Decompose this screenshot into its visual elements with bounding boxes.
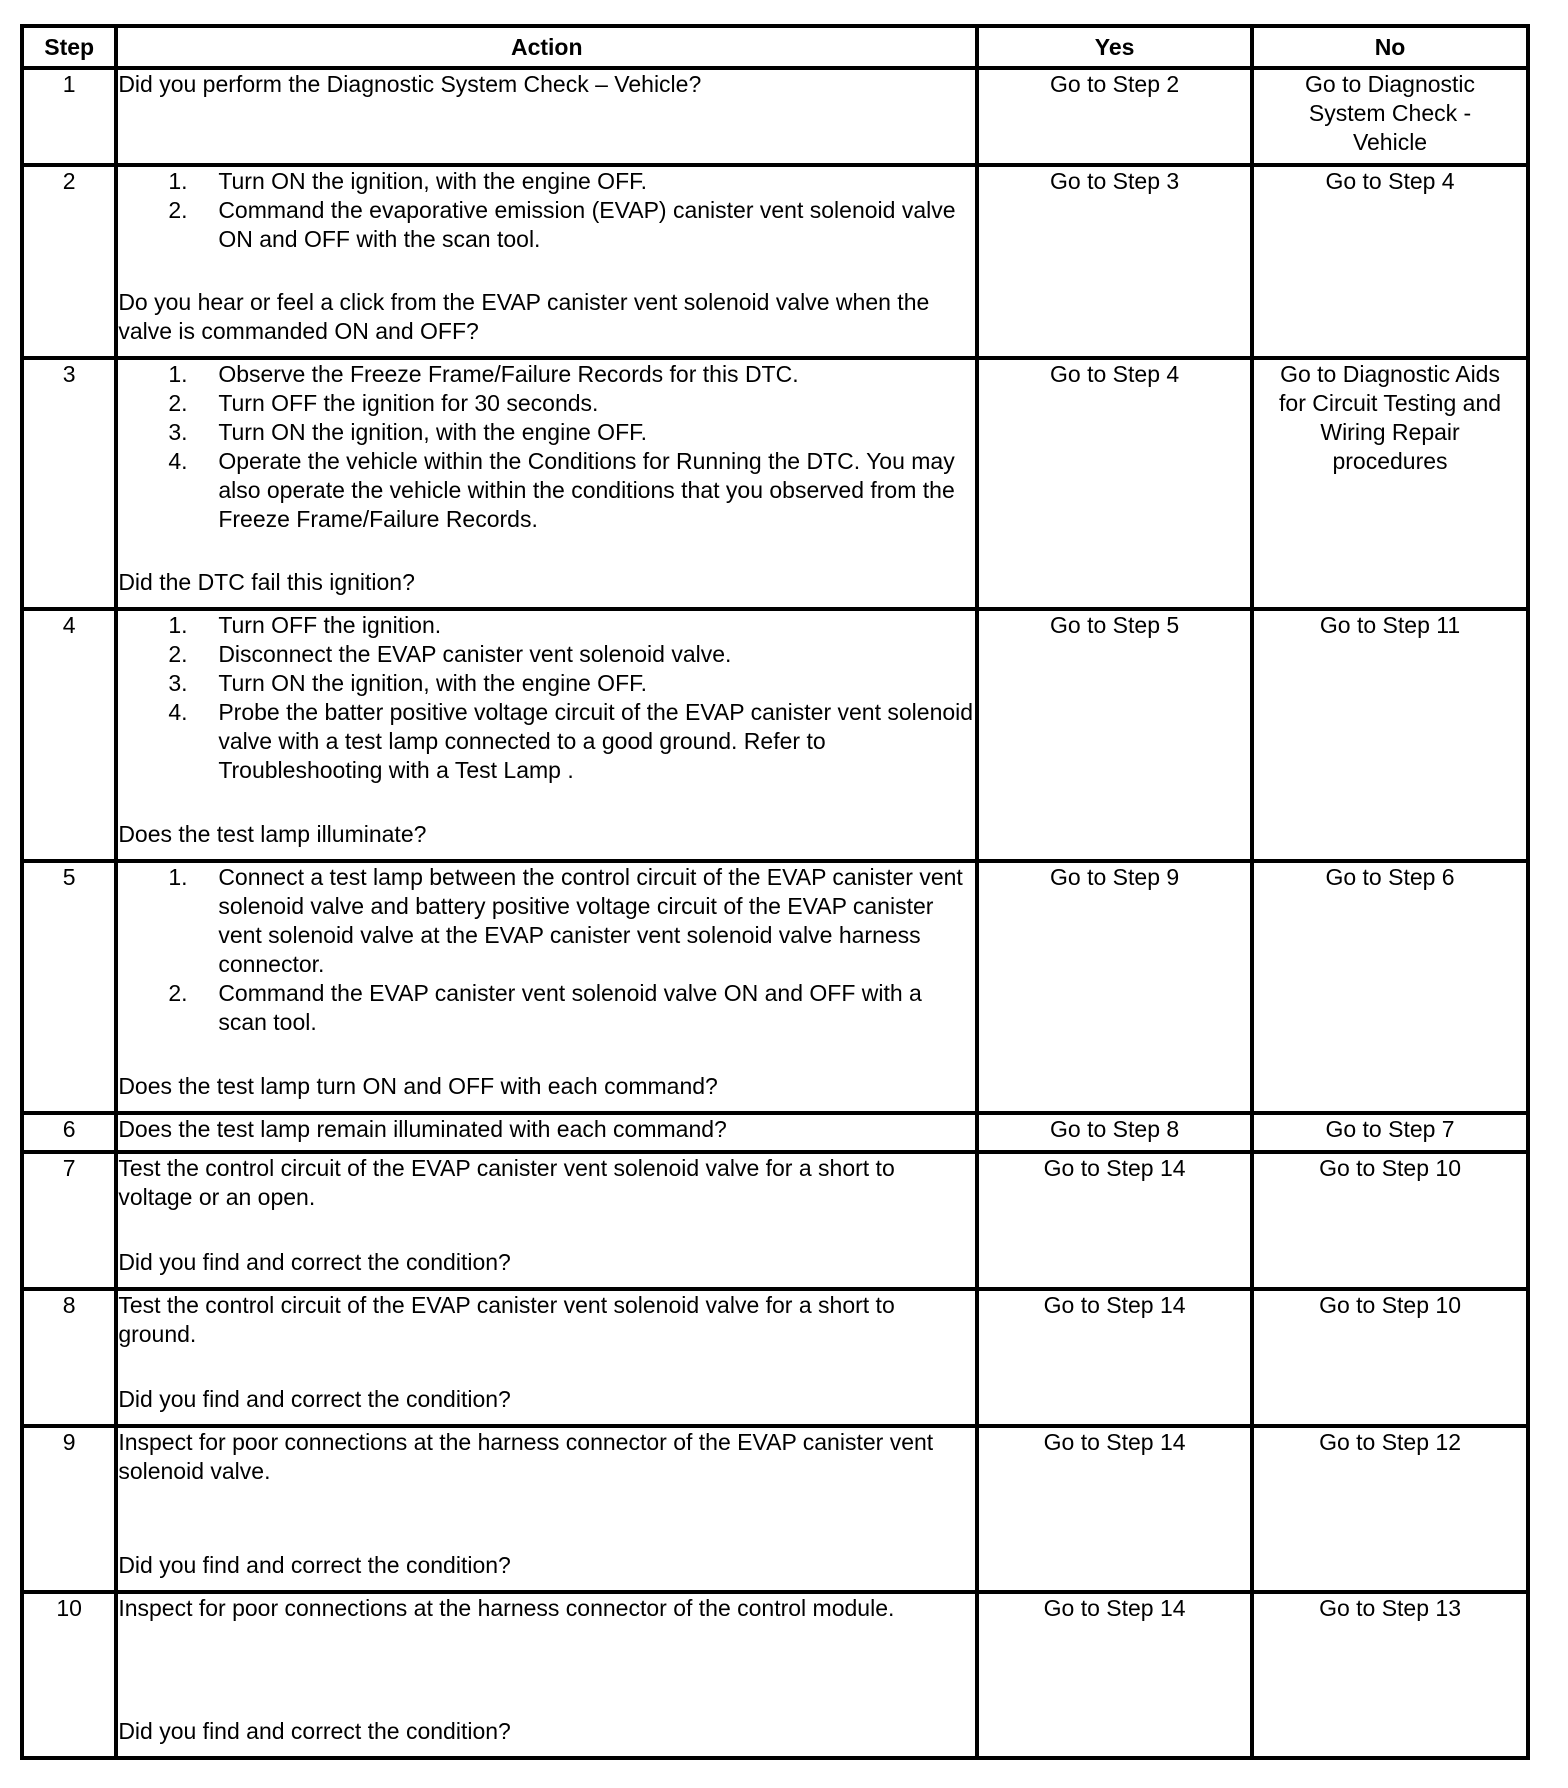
yes-result: Go to Step 14 [977, 1289, 1252, 1426]
procedure-list [118, 611, 975, 785]
procedure-number: 1. [168, 612, 188, 638]
header-action: Action [116, 26, 977, 68]
procedure-number: 2. [168, 197, 188, 223]
yes-result: Go to Step 14 [977, 1152, 1252, 1289]
procedure-item [118, 447, 975, 534]
procedure-list [118, 863, 975, 1037]
no-result: Go to Step 7 [1252, 1113, 1528, 1152]
step-number: 8 [22, 1289, 116, 1426]
step-number: 7 [22, 1152, 116, 1289]
action-text: Did you perform the Diagnostic System Check – Vehicle? [118, 71, 702, 97]
step-number: 3 [22, 358, 116, 609]
procedure-text: Turn OFF the ignition for 30 seconds. [218, 390, 599, 416]
step-number: 2 [22, 165, 116, 358]
no-result: Go to Step 6 [1252, 861, 1528, 1113]
action-question: Does the test lamp turn ON and OFF with each command? [118, 1073, 718, 1099]
procedure-list [118, 167, 975, 254]
action-question: Did you find and correct the condition? [118, 1718, 511, 1744]
diagnostic-table [20, 24, 1530, 1760]
yes-result: Go to Step 2 [977, 68, 1252, 165]
procedure-number: 3. [168, 670, 188, 696]
procedure-text: Turn OFF the ignition. [218, 612, 442, 638]
procedure-number: 1. [168, 168, 188, 194]
procedure-item [118, 979, 975, 1037]
action-question: Did the DTC fail this ignition? [118, 569, 415, 595]
table-row [22, 165, 1528, 358]
procedure-text: Connect a test lamp between the control circuit of the EVAP canister vent solenoid valve and battery positive voltage circuit of the EVAP canister vent solenoid valve at the EVAP canister vent solenoid valve harness connector. [218, 864, 963, 977]
procedure-text: Command the evaporative emission (EVAP) canister vent solenoid valve ON and OFF with the scan tool. [218, 197, 956, 252]
procedure-item [118, 196, 975, 254]
header-row [22, 26, 1528, 68]
step-number: 4 [22, 609, 116, 861]
table-row [22, 609, 1528, 861]
procedure-number: 1. [168, 361, 188, 387]
action-text: Inspect for poor connections at the harness connector of the EVAP canister vent solenoid valve. [118, 1429, 934, 1484]
table-row [22, 1113, 1528, 1152]
table-row [22, 861, 1528, 1113]
action-cell [116, 358, 977, 609]
procedure-text: Disconnect the EVAP canister vent solenoid valve. [218, 641, 732, 667]
action-question: Do you hear or feel a click from the EVAP canister vent solenoid valve when the valve is commanded ON and OFF? [118, 289, 930, 344]
action-cell [116, 165, 977, 358]
action-cell [116, 1426, 977, 1592]
action-cell [116, 1113, 977, 1152]
action-text: Does the test lamp remain illuminated with each command? [118, 1116, 727, 1142]
step-number: 5 [22, 861, 116, 1113]
table-row [22, 358, 1528, 609]
table-row [22, 1592, 1528, 1758]
header-yes: Yes [977, 26, 1252, 68]
table-row [22, 1289, 1528, 1426]
action-cell [116, 1289, 977, 1426]
action-cell [116, 609, 977, 861]
no-result: Go to Step 12 [1252, 1426, 1528, 1592]
action-question: Does the test lamp illuminate? [118, 821, 427, 847]
procedure-item [118, 669, 975, 698]
action-cell [116, 1592, 977, 1758]
yes-result: Go to Step 3 [977, 165, 1252, 358]
no-result: Go to Diagnostic Aids for Circuit Testing and Wiring Repair procedures [1252, 358, 1528, 609]
procedure-text: Operate the vehicle within the Conditions for Running the DTC. You may also operate the vehicle within the conditions that you observed from the Freeze Frame/Failure Records. [218, 448, 955, 532]
step-number: 1 [22, 68, 116, 165]
procedure-item [118, 389, 975, 418]
action-text: Test the control circuit of the EVAP canister vent solenoid valve for a short to voltage or an open. [118, 1155, 895, 1210]
action-cell [116, 1152, 977, 1289]
no-result: Go to Diagnostic System Check - Vehicle [1252, 68, 1528, 165]
header-step: Step [22, 26, 116, 68]
procedure-number: 4. [168, 448, 188, 474]
yes-result: Go to Step 4 [977, 358, 1252, 609]
no-result: Go to Step 4 [1252, 165, 1528, 358]
yes-result: Go to Step 9 [977, 861, 1252, 1113]
procedure-item [118, 360, 975, 389]
procedure-number: 2. [168, 390, 188, 416]
procedure-text: Turn ON the ignition, with the engine OFF. [218, 168, 648, 194]
procedure-number: 2. [168, 980, 188, 1006]
yes-result: Go to Step 14 [977, 1592, 1252, 1758]
action-question: Did you find and correct the condition? [118, 1552, 511, 1578]
procedure-item [118, 611, 975, 640]
procedure-number: 2. [168, 641, 188, 667]
no-result: Go to Step 11 [1252, 609, 1528, 861]
action-cell [116, 861, 977, 1113]
procedure-item [118, 167, 975, 196]
step-number: 6 [22, 1113, 116, 1152]
procedure-number: 1. [168, 864, 188, 890]
action-cell [116, 68, 977, 165]
procedure-text: Observe the Freeze Frame/Failure Records for this DTC. [218, 361, 799, 387]
procedure-text: Turn ON the ignition, with the engine OFF. [218, 670, 648, 696]
yes-result: Go to Step 14 [977, 1426, 1252, 1592]
no-result: Go to Step 10 [1252, 1152, 1528, 1289]
table-row [22, 1426, 1528, 1592]
table-row [22, 1152, 1528, 1289]
yes-result: Go to Step 5 [977, 609, 1252, 861]
step-number: 10 [22, 1592, 116, 1758]
procedure-item [118, 418, 975, 447]
procedure-item [118, 863, 975, 979]
action-question: Did you find and correct the condition? [118, 1249, 511, 1275]
procedure-item [118, 698, 975, 785]
no-result: Go to Step 13 [1252, 1592, 1528, 1758]
procedure-text: Command the EVAP canister vent solenoid valve ON and OFF with a scan tool. [218, 980, 922, 1035]
yes-result: Go to Step 8 [977, 1113, 1252, 1152]
action-text: Test the control circuit of the EVAP canister vent solenoid valve for a short to ground. [118, 1292, 895, 1347]
procedure-item [118, 640, 975, 669]
no-result: Go to Step 10 [1252, 1289, 1528, 1426]
procedure-text: Turn ON the ignition, with the engine OFF. [218, 419, 648, 445]
procedure-number: 4. [168, 699, 188, 725]
procedure-list [118, 360, 975, 534]
header-no: No [1252, 26, 1528, 68]
procedure-number: 3. [168, 419, 188, 445]
action-question: Did you find and correct the condition? [118, 1386, 511, 1412]
procedure-text: Probe the batter positive voltage circuit of the EVAP canister vent solenoid valve with a test lamp connected to a good ground. Refer to Troubleshooting with a Test Lamp . [218, 699, 974, 783]
step-number: 9 [22, 1426, 116, 1592]
table-row [22, 68, 1528, 165]
action-text: Inspect for poor connections at the harness connector of the control module. [118, 1595, 895, 1621]
